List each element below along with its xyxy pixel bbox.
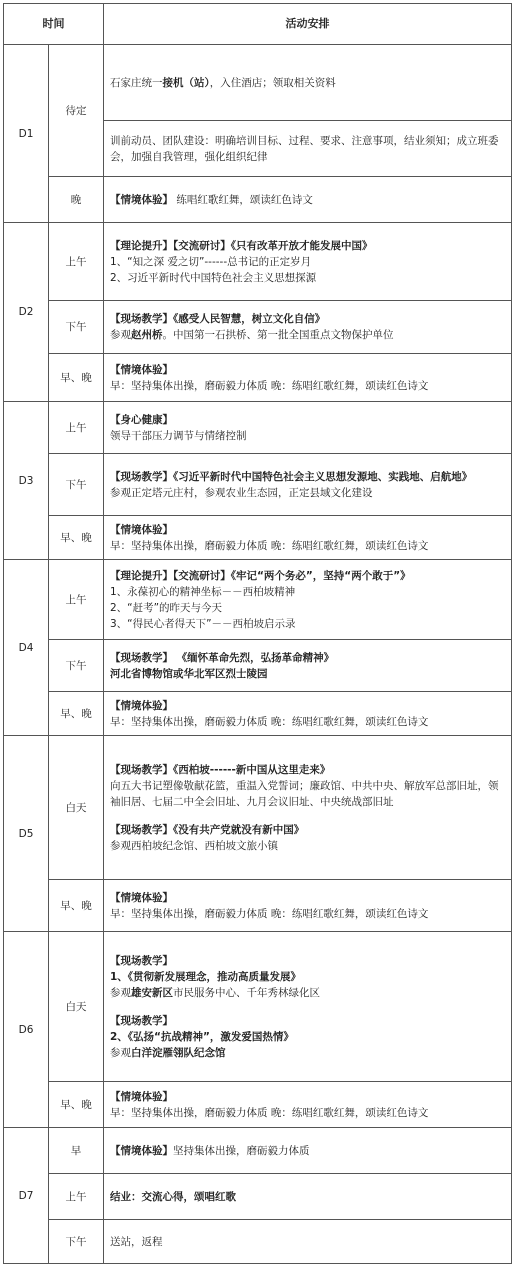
text-segment: 参观 — [110, 986, 131, 999]
text-segment: ，入住酒店；领取相关资料 — [209, 76, 336, 89]
activity-line — [110, 327, 505, 343]
text-segment: 结业：交流心得，颂唱红歌 — [110, 1190, 236, 1203]
activity-line — [110, 650, 505, 666]
activity-cell — [104, 736, 512, 880]
time-slot-label: 下午 — [49, 640, 104, 692]
schedule-row — [4, 560, 512, 640]
time-slot-label: 早、晚 — [49, 516, 104, 560]
activity-line — [110, 270, 505, 286]
text-segment: 1、永葆初心的精神坐标－－西柏坡精神 — [110, 585, 296, 598]
text-segment: 1、“知之深 爱之切”------总书记的正定岁月 — [110, 255, 312, 268]
text-segment: 早：坚持集体出操，磨砺毅力体质 晚：练唱红歌红舞，颂读红色诗文 — [110, 1106, 429, 1119]
activity-line — [110, 890, 505, 906]
activity-cell — [104, 880, 512, 932]
time-slot-label: 白天 — [49, 932, 104, 1082]
text-segment: 【现场教学】《习近平新时代中国特色社会主义思想发源地、实践地、启航地》 — [110, 470, 473, 483]
activity-line — [110, 762, 505, 778]
activity-cell — [104, 45, 512, 121]
text-segment: 早：坚持集体出操，磨砺毅力体质 晚：练唱红歌红舞，颂读红色诗文 — [110, 379, 429, 392]
schedule-row — [4, 1174, 512, 1220]
day-label: D5 — [4, 736, 49, 932]
activity-line — [110, 822, 505, 838]
schedule-row — [4, 223, 512, 301]
activity-cell — [104, 301, 512, 354]
activity-cell — [104, 692, 512, 736]
text-segment: 参观西柏坡纪念馆、西柏坡文旅小镇 — [110, 839, 278, 852]
text-segment: 参观 — [110, 329, 131, 341]
activity-line — [110, 953, 505, 969]
time-slot-label: 上午 — [49, 402, 104, 454]
schedule-row — [4, 45, 512, 121]
activity-line — [110, 485, 505, 501]
text-segment: 【情境体验】 — [110, 1144, 173, 1157]
text-segment: 接机（站） — [162, 76, 210, 89]
schedule-row — [4, 692, 512, 736]
text-segment: 市民服务中心、千年秀林绿化区 — [173, 986, 320, 999]
text-segment: 雄安新区 — [131, 986, 173, 999]
activity-cell — [104, 354, 512, 402]
text-segment: 【现场教学】 — [110, 1014, 173, 1027]
activity-cell — [104, 1128, 512, 1174]
text-segment: 2、《弘扬“抗战精神”，激发爱国热情》 — [110, 1030, 294, 1043]
text-segment: 赵州桥 — [131, 329, 163, 341]
activity-cell — [104, 177, 512, 223]
schedule-row — [4, 1128, 512, 1174]
time-slot-label: 下午 — [49, 301, 104, 354]
text-segment: 向五大书记塑像敬献花篮，重温入党誓词；廉政馆、中共中央、解放军总部旧址，领袖旧居、七届二中全会旧址、九月会议旧址、中央统战部旧址 — [110, 779, 499, 808]
activity-cell — [104, 223, 512, 301]
text-segment: 【现场教学】《西柏坡------新中国从这里走来》 — [110, 763, 331, 776]
activity-line — [110, 600, 505, 616]
time-slot-label: 上午 — [49, 1174, 104, 1220]
text-segment: 送站，返程 — [110, 1235, 163, 1248]
schedule-row — [4, 454, 512, 516]
text-segment: 2、“赶考”的昨天与今天 — [110, 601, 223, 614]
activity-cell — [104, 1082, 512, 1128]
activity-line — [110, 75, 505, 91]
time-slot-label: 早、晚 — [49, 354, 104, 402]
activity-line — [110, 469, 505, 485]
activity-line — [110, 1143, 505, 1159]
header-time: 时间 — [4, 4, 104, 45]
text-segment: 【现场教学】《没有共产党就没有新中国》 — [110, 823, 305, 836]
text-segment: 【理论提升】【交流研讨】《牢记“两个务必”，坚持“两个敢于”》 — [110, 569, 411, 582]
time-slot-label: 下午 — [49, 454, 104, 516]
time-slot-label: 上午 — [49, 560, 104, 640]
activity-line — [110, 778, 505, 810]
text-segment: 【情境体验】 — [110, 523, 173, 536]
activity-line — [110, 254, 505, 270]
activity-line — [110, 616, 505, 632]
text-segment: 石家庄统一 — [110, 76, 163, 89]
activity-line — [110, 1089, 505, 1105]
text-segment: 【现场教学】 — [110, 954, 173, 967]
activity-line — [110, 666, 505, 682]
activity-line — [110, 133, 505, 165]
activity-line — [110, 428, 505, 444]
day-label: D7 — [4, 1128, 49, 1264]
activity-line — [110, 362, 505, 378]
activity-line — [110, 838, 505, 854]
schedule-row — [4, 516, 512, 560]
time-slot-label: 白天 — [49, 736, 104, 880]
text-segment: 2、习近平新时代中国特色社会主义思想探源 — [110, 271, 317, 284]
time-slot-label: 早 — [49, 1128, 104, 1174]
text-segment: 【情境体验】 — [110, 699, 173, 712]
text-segment: 领导干部压力调节与情绪控制 — [110, 429, 247, 442]
header-row — [4, 4, 512, 45]
schedule-row — [4, 301, 512, 354]
text-segment: 参观正定塔元庄村，参观农业生态园，正定县域文化建设 — [110, 486, 373, 499]
activity-line — [110, 238, 505, 254]
activity-line — [110, 192, 505, 208]
text-segment: 练唱红歌红舞，颂读红色诗文 — [173, 193, 313, 206]
text-segment: 【情境体验】 — [110, 363, 173, 376]
time-slot-label: 待定 — [49, 45, 104, 177]
activity-cell — [104, 560, 512, 640]
activity-line — [110, 1029, 505, 1045]
schedule-row — [4, 932, 512, 1082]
activity-cell — [104, 1174, 512, 1220]
activity-line — [110, 568, 505, 584]
activity-cell — [104, 932, 512, 1082]
activity-line — [110, 1045, 505, 1061]
day-label: D2 — [4, 223, 49, 402]
activity-line — [110, 311, 505, 327]
text-segment: 【理论提升】【交流研讨】《只有改革开放才能发展中国》 — [110, 239, 373, 252]
activity-line — [110, 1189, 505, 1205]
activity-line — [110, 985, 505, 1001]
activity-line — [110, 1105, 505, 1121]
schedule-row — [4, 640, 512, 692]
activity-line — [110, 584, 505, 600]
activity-line — [110, 906, 505, 922]
schedule-row — [4, 880, 512, 932]
text-segment: 【情境体验】 — [110, 1090, 173, 1103]
text-segment: 1、《贯彻新发展理念，推动高质量发展》 — [110, 970, 302, 983]
day-label: D3 — [4, 402, 49, 560]
schedule-row — [4, 1220, 512, 1264]
text-segment: 3、“得民心者得天下”－－西柏坡启示录 — [110, 617, 296, 630]
line-gap — [110, 1001, 505, 1013]
schedule-row — [4, 354, 512, 402]
activity-cell — [104, 121, 512, 177]
activity-line — [110, 969, 505, 985]
line-gap — [110, 810, 505, 822]
schedule-table — [3, 3, 512, 1264]
text-segment: 【现场教学】 《缅怀革命先烈，弘扬革命精神》 — [110, 651, 335, 664]
text-segment: 训前动员、团队建设：明确培训目标、过程、要求、注意事项，结业须知；成立班委会，加强自我管理，强化组织纪律 — [110, 134, 499, 163]
time-slot-label: 早、晚 — [49, 692, 104, 736]
time-slot-label: 上午 — [49, 223, 104, 301]
schedule-row — [4, 177, 512, 223]
schedule-row — [4, 736, 512, 880]
time-slot-label: 早、晚 — [49, 1082, 104, 1128]
header-activity: 活动安排 — [104, 4, 512, 45]
text-segment: 【现场教学】《感受人民智慧，树立文化自信》 — [110, 313, 326, 325]
activity-line — [110, 412, 505, 428]
schedule-row — [4, 402, 512, 454]
text-segment: 坚持集体出操，磨砺毅力体质 — [173, 1144, 310, 1157]
text-segment: 【情境体验】 — [110, 891, 173, 904]
time-slot-label: 下午 — [49, 1220, 104, 1264]
schedule-body — [4, 45, 512, 1264]
text-segment: 早：坚持集体出操，磨砺毅力体质 晚：练唱红歌红舞，颂读红色诗文 — [110, 715, 429, 728]
text-segment: 。中国第一石拱桥、第一批全国重点文物保护单位 — [162, 329, 394, 341]
activity-line — [110, 698, 505, 714]
activity-cell — [104, 454, 512, 516]
activity-cell — [104, 640, 512, 692]
activity-line — [110, 1234, 505, 1250]
text-segment: 早：坚持集体出操，磨砺毅力体质 晚：练唱红歌红舞，颂读红色诗文 — [110, 907, 429, 920]
schedule-row — [4, 1082, 512, 1128]
activity-line — [110, 1013, 505, 1029]
text-segment: 白洋淀雁翎队纪念馆 — [131, 1046, 226, 1059]
activity-cell — [104, 1220, 512, 1264]
text-segment: 【身心健康】 — [110, 413, 173, 426]
day-label: D4 — [4, 560, 49, 736]
day-label: D6 — [4, 932, 49, 1128]
text-segment: 【情境体验】 — [110, 193, 173, 206]
activity-line — [110, 538, 505, 554]
text-segment: 参观 — [110, 1046, 131, 1059]
time-slot-label: 早、晚 — [49, 880, 104, 932]
activity-cell — [104, 402, 512, 454]
text-segment: 早：坚持集体出操，磨砺毅力体质 晚：练唱红歌红舞，颂读红色诗文 — [110, 539, 429, 552]
activity-line — [110, 522, 505, 538]
activity-line — [110, 714, 505, 730]
day-label: D1 — [4, 45, 49, 223]
text-segment: 河北省博物馆或华北军区烈士陵园 — [110, 667, 268, 680]
time-slot-label: 晚 — [49, 177, 104, 223]
activity-line — [110, 378, 505, 394]
activity-cell — [104, 516, 512, 560]
